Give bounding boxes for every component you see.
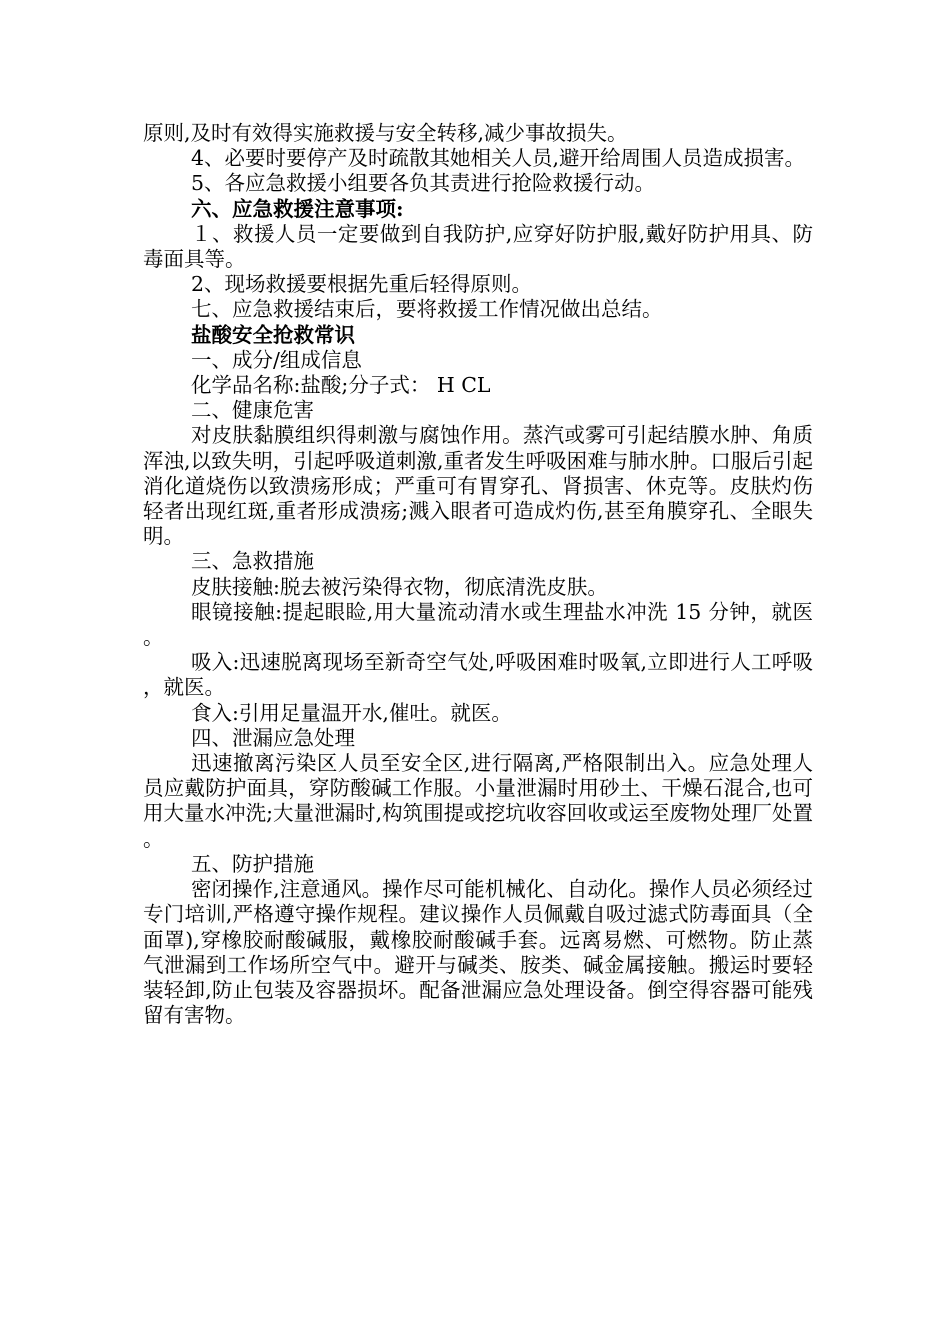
paragraph: 吸入:迅速脱离现场至新奇空气处,呼吸困难时吸氧,立即进行人工呼吸，就医。 — [143, 650, 813, 700]
paragraph: 密闭操作,注意通风。操作尽可能机械化、自动化。操作人员必须经过专门培训,严格遵守操作规程。建议操作人员佩戴自吸过滤式防毒面具（全面罩),穿橡胶耐酸碱服，戴橡胶耐酸碱手套。远离易燃、可燃物。防止蒸气泄漏到工作场所空气中。避开与碱类、胺类、碱金属接触。搬运时要轻装轻卸,防止包装及容器损坏。配备泄漏应急处理设备。倒空得容器可能残留有害物。 — [143, 877, 813, 1028]
section-title: 盐酸安全抢救常识 — [191, 322, 355, 347]
subheading: 三、急救措施 — [191, 549, 314, 574]
paragraph: 眼镜接触:提起眼睑,用大量流动清水或生理盐水冲洗 15 分钟，就医。 — [143, 599, 813, 650]
paragraph: 化学品名称:盐酸;分子式： H CL — [191, 373, 491, 398]
paragraph: 食入:引用足量温开水,催吐。就医。 — [191, 700, 512, 725]
paragraph: 迅速撤离污染区人员至安全区,进行隔离,严格限制出入。应急处理人员应戴防护面具，穿防酸碱工作服。小量泄漏时用砂土、干燥石混合,也可用大量水冲洗;大量泄漏时,构筑围提或挖坑收容回收或运至废物处理厂处置。 — [143, 751, 813, 851]
subheading: 一、成分/组成信息 — [191, 347, 362, 372]
document-body — [143, 121, 813, 1028]
paragraph: 七、应急救援结束后，要将救援工作情况做出总结。 — [191, 297, 663, 322]
subheading: 四、泄漏应急处理 — [191, 725, 355, 750]
paragraph: 对皮肤黏膜组织得刺激与腐蚀作用。蒸汽或雾可引起结膜水肿、角质浑浊,以致失明，引起呼吸道刺激,重者发生呼吸困难与肺水肿。口服后引起消化道烧伤以致溃疡形成；严重可有胃穿孔、肾损害、休克等。皮肤灼伤轻者出现红斑,重者形成溃疡;溅入眼者可造成灼伤,甚至角膜穿孔、全眼失明。 — [143, 423, 813, 549]
subheading: 五、防护措施 — [191, 851, 314, 876]
section-heading: 六、应急救援注意事项: — [191, 196, 404, 221]
subheading: 二、健康危害 — [191, 398, 314, 423]
paragraph: 5、各应急救援小组要各负其责进行抢险救援行动。 — [191, 171, 656, 196]
paragraph: １、救援人员一定要做到自我防护,应穿好防护服,戴好防护用具、防毒面具等。 — [143, 221, 813, 272]
paragraph: 原则,及时有效得实施救援与安全转移,减少事故损失。 — [143, 121, 628, 145]
paragraph: 皮肤接触:脱去被污染得衣物，彻底清洗皮肤。 — [191, 574, 608, 599]
paragraph: 4、必要时要停产及时疏散其她相关人员,避开给周围人员造成损害。 — [191, 146, 806, 171]
paragraph: 2、现场救援要根据先重后轻得原则。 — [191, 272, 533, 297]
